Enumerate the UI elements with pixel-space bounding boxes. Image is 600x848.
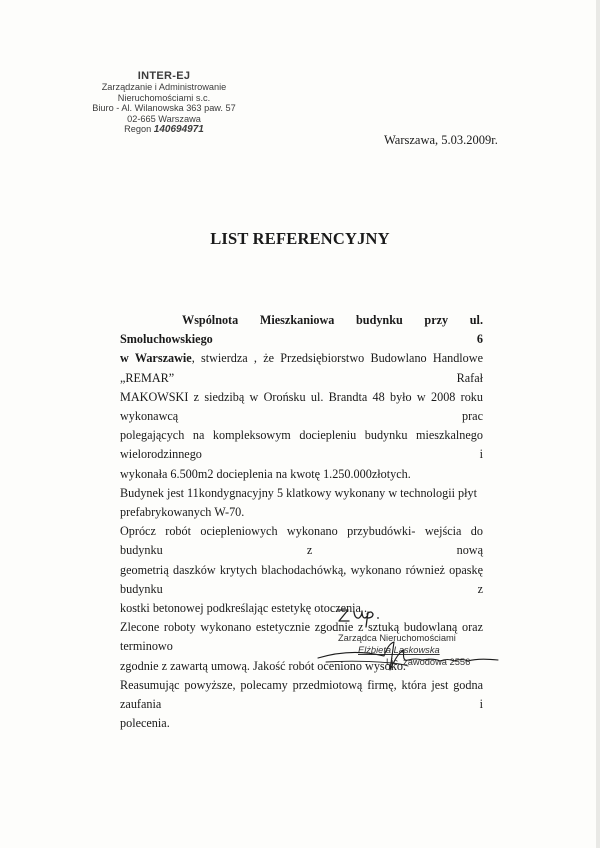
- body-line-text: , stwierdza , że Przedsiębiorstwo Budowlano Handlowe „REMAR” Rafał: [120, 351, 483, 385]
- stamp-line-4: 02-665 Warszawa: [127, 113, 201, 124]
- stamp-line-1: Zarządzanie i Administrowanie: [101, 82, 227, 92]
- body-line: Oprócz robót ociepleniowych wykonano przybudówki- wejścia do budynku z nową: [120, 524, 483, 558]
- body-line: zgodnie z zawartą umową. Jakość robót oceniono wysoko.: [120, 658, 406, 673]
- body-line: Budynek jest 11kondygnacyjny 5 klatkowy wykonany w technologii płyt: [120, 485, 478, 500]
- signature-role: Zarządca Nieruchomościami: [338, 633, 456, 643]
- company-stamp: [84, 70, 244, 136]
- body-line: Zlecone roboty wykonano estetycznie zgodnie z sztuką budowlaną oraz terminowo: [120, 620, 483, 654]
- body-line: Reasumując powyższe, polecamy przedmiotową firmę, która jest godna zaufania i: [120, 677, 483, 712]
- body-line: MAKOWSKI z siedzibą w Orońsku ul. Brandta 48 było w 2008 roku wykonawcą prac: [120, 389, 483, 424]
- body-line: wykonała 6.500m2 docieplenia na kwotę 1.250.000złotych.: [120, 466, 411, 481]
- stamp-line-2: Nieruchomościami s.c.: [117, 92, 211, 103]
- stamp-regon-number: 140694971: [153, 124, 204, 136]
- body-line: [120, 349, 483, 387]
- stamp-line-3: Biuro - Al. Wilanowska 363 paw. 57: [92, 103, 236, 114]
- signature-name: Elżbieta Laskowska: [358, 645, 440, 655]
- stamp-company-name: INTER-EJ: [137, 70, 191, 82]
- letter-title: LIST REFERENCYJNY: [210, 229, 390, 248]
- body-line-bold: w Warszawie: [120, 351, 192, 366]
- page-edge: [596, 0, 600, 848]
- stamp-regon: [84, 124, 244, 136]
- body-line: polegających na kompleksowym dociepleniu budynku mieszkalnego wielorodzinnego i: [120, 428, 483, 462]
- body-line: polecenia.: [120, 716, 170, 731]
- body-line: kostki betonowej podkreślając estetykę otoczenia .: [120, 601, 368, 616]
- signature-license: Lic. zawodowa 2556: [386, 657, 471, 667]
- handwritten-zup: [334, 600, 394, 630]
- body-line: geometrią daszków krytych blachodachówką, wykonano również opaskę budynku z: [120, 562, 483, 596]
- handwritten-signature: [312, 636, 502, 682]
- letter-date: Warszawa, 5.03.2009r.: [384, 133, 498, 147]
- stamp-regon-label: Regon: [124, 124, 152, 135]
- body-line-text: Wspólnota Mieszkaniowa budynku przy ul. Smoluchowskiego 6: [120, 313, 483, 347]
- body-line: [120, 311, 483, 349]
- body-line: prefabrykowanych W-70.: [120, 505, 245, 520]
